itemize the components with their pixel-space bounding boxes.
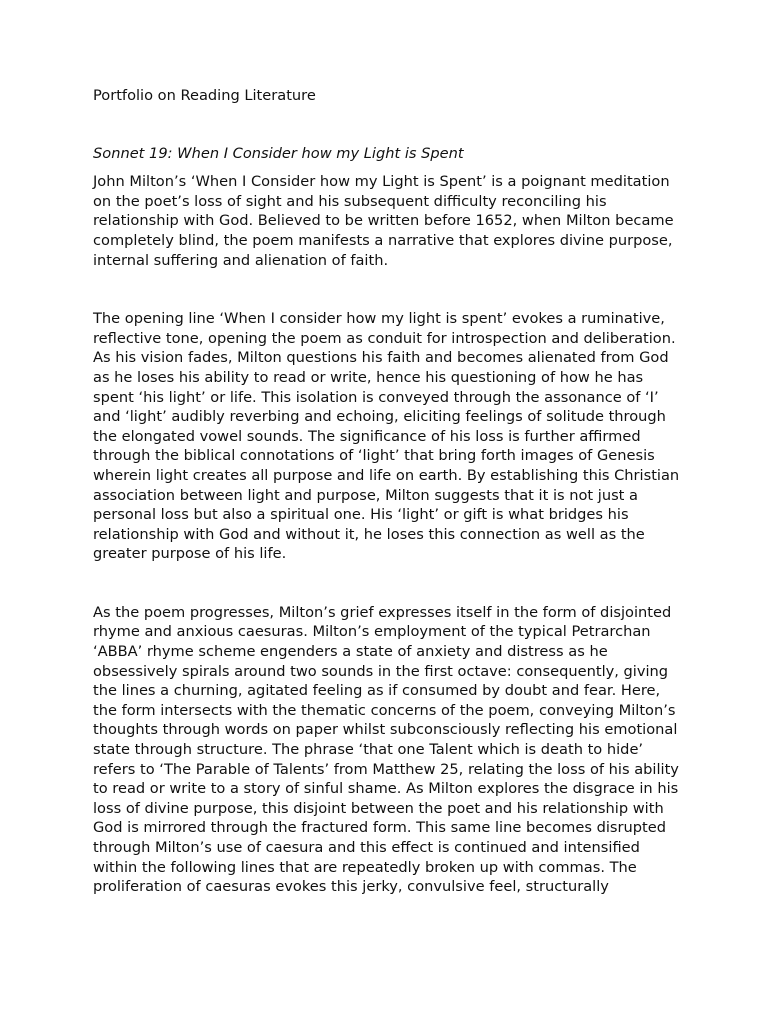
section-title: Sonnet 19: When I Consider how my Light is Spent [93,144,464,162]
document-title: Portfolio on Reading Literature [93,87,316,104]
document-page [93,86,681,897]
paragraph-opening-line-analysis: The opening line ‘When I consider how my light is spent’ evokes a ruminative, reflective tone, opening the poem as conduit for introspection and deliberation. As his vision fades, Milton questions his faith and becomes alienated from God as he loses his ability to read or write, hence his questioning of how he has spent ‘his light’ or life. This isolation is conveyed through the assonance of ‘I’ and ‘light’ audibly reverbing and echoing, eliciting feelings of solitude through the elongated vowel sounds. The significance of his loss is further affirmed through the biblical connotations of ‘light’ that bring forth images of Genesis wherein light creates all purpose and life on earth. By establishing this Christian association between light and purpose, Milton suggests that it is not just a personal loss but also a spiritual one. His ‘light’ or gift is what bridges his relationship with God and without it, he loses this connection as well as the greater purpose of his life. [93,310,680,563]
paragraph-intro: John Milton’s ‘When I Consider how my Light is Spent’ is a poignant meditation on the poet’s loss of sight and his subsequent difficulty reconciling his relationship with God. Believed to be written before 1652, when Milton became completely blind, the poem manifests a narrative that explores divine purpose, internal suffering and alienation of faith. [93,173,674,269]
paragraph-form-analysis: As the poem progresses, Milton’s grief expresses itself in the form of disjointed rhyme and anxious caesuras. Milton’s employment of the typical Petrarchan ‘ABBA’ rhyme scheme engenders a state of anxiety and distress as he obsessively spirals around two sounds in the first octave: consequently, giving the lines a churning, agitated feeling as if consumed by doubt and fear. Here, the form intersects with the thematic concerns of the poem, conveying Milton’s thoughts through words on paper whilst subconsciously reflecting his emotional state through structure. The phrase ‘that one Talent which is death to hide’ refers to ‘The Parable of Talents’ from Matthew 25, relating the loss of his ability to read or write to a story of sinful shame. As Milton explores the disgrace in his loss of divine purpose, this disjoint between the poet and his relationship with God is mirrored through the fractured form. This same line becomes disrupted through Milton’s use of caesura and this effect is continued and intensified within the following lines that are repeatedly broken up with commas. The proliferation of caesuras evokes this jerky, convulsive feel, structurally [93,603,679,896]
